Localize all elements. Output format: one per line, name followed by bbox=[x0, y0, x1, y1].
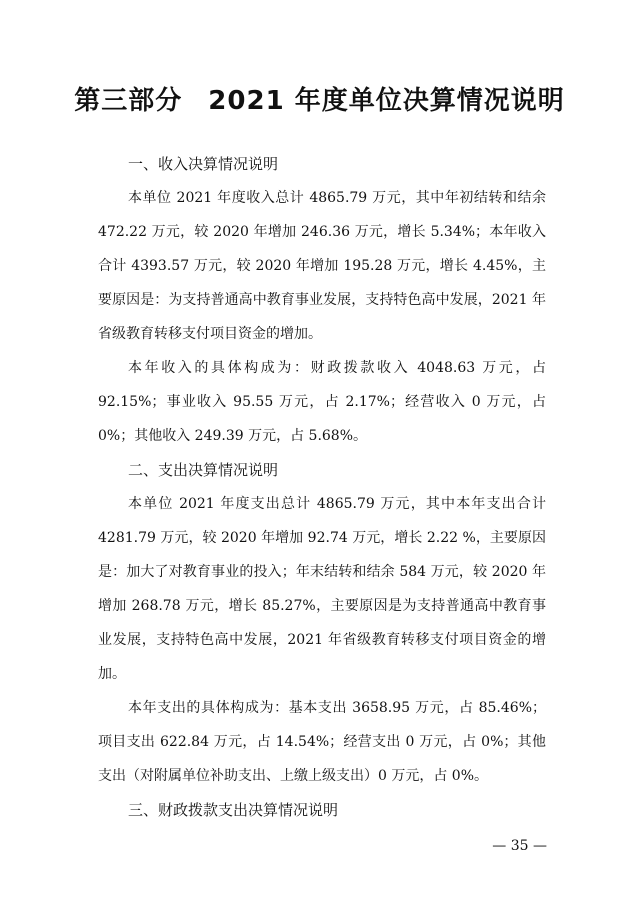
title-part: 第三部分 bbox=[74, 86, 183, 116]
section-heading-income: 一、收入决算情况说明 bbox=[128, 155, 279, 173]
document-body bbox=[98, 147, 546, 827]
paragraph-expenditure-total: 本单位 2021 年度支出总计 4865.79 万元，其中本年支出合计 4281.79 万元，较 2020 年增加 92.74 万元，增长 2.22 %，主要原因是：加大了对教育事业的投入；年末结转和结余 584 万元，较 2020 年增加 268.78 万元，增长 85.27%，主要原因是为支持普通高中教育事业发展，支持特色高中发展，2021 年省级教育转移支付项目资金的增加。 bbox=[98, 496, 546, 682]
section-heading-expenditure: 二、支出决算情况说明 bbox=[128, 461, 279, 479]
paragraph-expenditure-composition: 本年支出的具体构成为：基本支出 3658.95 万元，占 85.46%；项目支出 622.84 万元，占 14.54%；经营支出 0 万元，占 0%；其他支出（对附属单位补助支出、上缴上级支出）0 万元，占 0%。 bbox=[98, 700, 546, 784]
section-heading-fiscal-appropriation: 三、财政拨款支出决算情况说明 bbox=[128, 801, 339, 819]
page-title bbox=[0, 80, 639, 117]
paragraph-income-total: 本单位 2021 年度收入总计 4865.79 万元，其中年初结转和结余 472.22 万元，较 2020 年增加 246.36 万元，增长 5.34%；本年收入合计 4393.57 万元，较 2020 年增加 195.28 万元，增长 4.45%，主要原因是：为支持普通高中教育事业发展，支持特色高中发展，2021 年省级教育转移支付项目资金的增加。 bbox=[98, 190, 546, 342]
paragraph-income-composition: 本年收入的具体构成为：财政拨款收入 4048.63 万元，占 92.15%；事业收入 95.55 万元，占 2.17%；经营收入 0 万元，占 0%；其他收入 249.39 万元，占 5.68%。 bbox=[98, 360, 546, 444]
page-number: — 35 — bbox=[492, 838, 547, 854]
title-text: 2021 年度单位决算情况说明 bbox=[208, 86, 565, 116]
